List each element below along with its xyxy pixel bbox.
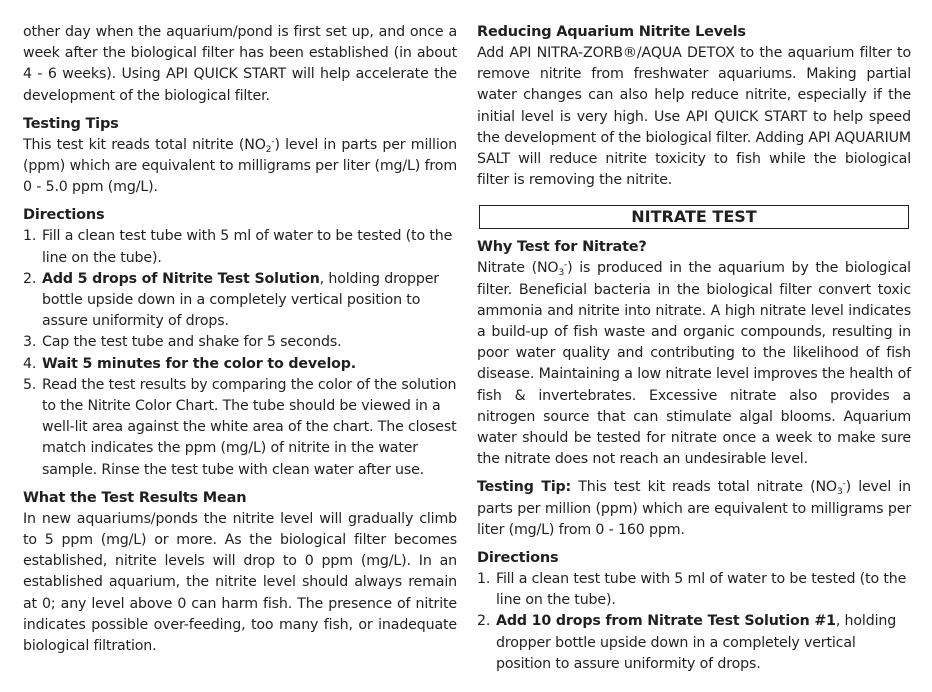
- nitrate-directions-heading: Directions: [477, 550, 559, 567]
- testing-tips-heading: Testing Tips: [23, 115, 119, 132]
- list-item: 1. Fill a clean test tube with 5 ml of water to be tested (to the line on the tube).: [23, 228, 453, 266]
- reducing-heading: Reducing Aquarium Nitrite Levels: [477, 24, 746, 40]
- directions-list: [23, 226, 457, 480]
- list-item: 5. Read the test results by comparing the color of the solution to the Nitrite Color Chart. The tube should be viewed in a well-lit area against the white area of the chart. The closest match indicates the ppm (mg/L) of nitrite in the water sample. Rinse the test tube with clean water after use.: [23, 376, 457, 478]
- testing-tip-text: Testing Tip: This test kit reads total nitrate $(NO_3^-)$ level in parts per million (ppm) which are equivalent to milligrams per liter (mg/L) from 0 - 160 ppm.: [477, 479, 911, 538]
- directions-section: [23, 205, 457, 480]
- nitrate-directions-list: [477, 569, 911, 675]
- results-text: In new aquariums/ponds the nitrite level will gradually climb to 5 ppm (mg/L) or more. As the biological filter becomes established, nitrite levels will drop to 0 ppm (mg/L). In an established aquarium, the nitrite level should always remain at 0; any level above 0 can harm fish. The presence of nitrite indicates possible over-feeding, too many fish, or inadequate biological filtration.: [23, 510, 457, 655]
- testing-tips-section: [23, 114, 457, 199]
- testing-tips-text: This test kit reads total nitrite $(NO_2^-)$ level in parts per million (ppm) which are equivalent to milligrams per liter (mg/L) from 0 - 5.0 ppm (mg/L).: [23, 136, 457, 196]
- list-item: 1. Fill a clean test tube with 5 ml of water to be tested (to the line on the tube).: [477, 571, 907, 609]
- why-test-text: Nitrate $(NO_3^-)$ is produced in the aquarium by the biological filter. Beneficial bacteria in the biological filter convert toxic ammonia and nitrite into nitrate. A high nitrate level indicates a build-up of fish waste and organic compounds, resulting in poor water quality and contributing to the likelihood of fish disease. Maintaining a low nitrate level improves the health of fish & invertebrates. Excessive nitrate also provides a nitrogen source that can stimulate algal blooms. Aquarium water should be tested for nitrate once a week to make sure the nitrate does not reach an undesirable level.: [477, 260, 911, 468]
- results-section: [23, 488, 457, 657]
- nitrate-directions-section: [477, 548, 911, 675]
- directions-heading: Directions: [23, 207, 105, 224]
- why-test-heading: Why Test for Nitrate?: [477, 239, 647, 256]
- list-item: 3. Cap the test tube and shake for 5 seconds.: [23, 334, 342, 351]
- results-heading: What the Test Results Mean: [23, 489, 247, 506]
- left-column: [23, 22, 457, 657]
- list-item: 4. Wait 5 minutes for the color to develop.: [23, 355, 357, 372]
- why-test-section: [477, 237, 911, 470]
- right-column: [477, 22, 911, 675]
- reducing-section: [477, 22, 911, 191]
- list-item: 2. Add 5 drops of Nitrite Test Solution, holding dropper bottle upside down in a completely vertical position to assure uniformity of drops.: [23, 270, 439, 330]
- testing-tip-section: [477, 477, 911, 541]
- list-item: 2. Add 10 drops from Nitrate Test Solution #1, holding dropper bottle upside down in a completely vertical position to assure uniformity of drops.: [477, 613, 897, 672]
- nitrate-test-title-box: NITRATE TEST: [479, 205, 909, 229]
- intro-paragraph: other day when the aquarium/pond is first set up, and once a week after the biological filter has been established (in about 4 - 6 weeks). Using API QUICK START will help accelerate the development of the biological filter.: [23, 24, 457, 104]
- reducing-text: Add API NITRA-ZORB®/AQUA DETOX to the aquarium filter to remove nitrite from freshwater aquariums. Making partial water changes can also help reduce nitrite, especially if the initial level is very high. Use API QUICK START to help speed the development of the biological filter. Adding API AQUARIUM SALT will reduce nitrite toxicity to fish while the biological filter is removing the nitrite.: [477, 45, 911, 189]
